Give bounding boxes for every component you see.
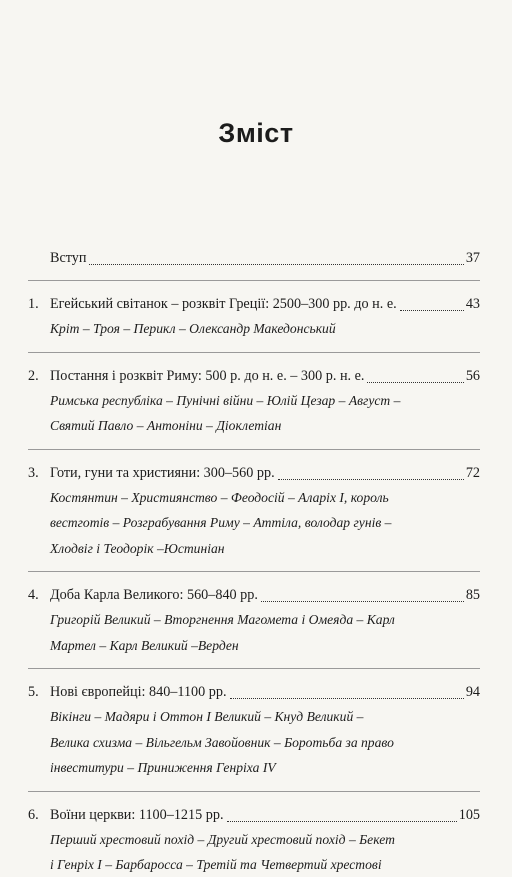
- chapter-title: Постання і розквіт Риму: 500 р. до н. е. – 300 р. н. е.: [50, 367, 365, 384]
- chapter-topics-line: Перший хрестовий похід – Другий хрестовий похід – Бекет: [50, 831, 395, 847]
- entry-divider: [28, 352, 480, 353]
- toc-entry-heading: [28, 681, 480, 703]
- toc-entry: [28, 804, 480, 877]
- chapter-number: 4.: [28, 587, 39, 603]
- toc-entry-heading: [28, 804, 480, 826]
- entry-divider: [28, 449, 480, 450]
- dot-leader: [89, 264, 463, 265]
- toc-entry: [28, 247, 480, 269]
- chapter-number: 3.: [28, 464, 39, 481]
- chapter-title: Доба Карла Великого: 560–840 рр.: [50, 587, 258, 603]
- chapter-title: Егейський світанок – розквіт Греції: 2500–300 рр. до н. е.: [50, 296, 397, 312]
- dot-leader: [261, 601, 464, 602]
- chapter-topics-line: Вікінги – Мадяри і Оттон І Великий – Кнуд Великий –: [50, 709, 364, 724]
- chapter-number: 1.: [28, 296, 39, 312]
- toc-entry: [28, 462, 480, 561]
- chapter-topics-line: Святий Павло – Антоніни – Діоклетіан: [50, 418, 282, 433]
- chapter-topics-line: і Генріх І – Барбаросса – Третій та Четвертий хрестові: [50, 857, 382, 872]
- chapter-topics-line: інвеститури – Приниження Генріха IV: [50, 760, 276, 775]
- page-number: 72: [465, 464, 480, 481]
- page-number: 37: [465, 250, 480, 266]
- chapter-topics-line: Григорій Великий – Вторгнення Магомета і Омеяда – Карл: [50, 612, 395, 627]
- chapter-title: Воїни церкви: 1100–1215 рр.: [50, 806, 224, 823]
- dot-leader: [400, 310, 464, 311]
- toc-entry-heading: [28, 365, 480, 387]
- dot-leader: [230, 698, 464, 699]
- chapter-topics-line: Хлодвіг і Теодорік –Юстиніан: [50, 540, 225, 556]
- entry-divider: [28, 668, 480, 669]
- chapter-title: Готи, гуни та християни: 300–560 рр.: [50, 464, 275, 481]
- dot-leader: [367, 382, 463, 383]
- page-number: 85: [465, 587, 480, 603]
- chapter-title: Вступ: [50, 250, 87, 266]
- chapter-number: 6.: [28, 806, 39, 823]
- page-number: 94: [465, 684, 480, 700]
- entry-divider: [28, 280, 480, 281]
- toc-entry: [28, 681, 480, 780]
- chapter-topics-line: Велика схизма – Вільгельм Завойовник – Боротьба за право: [50, 734, 394, 750]
- chapter-topics-line: вестготів – Розграбування Риму – Аттіла, володар гунів –: [50, 515, 392, 530]
- chapter-number: 2.: [28, 367, 39, 384]
- toc-entry-heading: [28, 293, 480, 315]
- dot-leader: [227, 821, 457, 822]
- toc-entry-heading: [28, 247, 480, 269]
- toc-entry-heading: [28, 584, 480, 606]
- table-of-contents: [28, 247, 480, 877]
- entry-divider: [28, 791, 480, 792]
- chapter-title: Нові європейці: 840–1100 рр.: [50, 684, 227, 700]
- page-number: 56: [465, 367, 480, 384]
- dot-leader: [278, 479, 464, 480]
- chapter-topics-line: Мартел – Карл Великий –Верден: [50, 637, 239, 653]
- chapter-topics-line: Костянтин – Християнство – Феодосій – Аларіх І, король: [50, 489, 389, 505]
- chapter-topics-line: Кріт – Троя – Перикл – Олександр Македонський: [50, 321, 336, 336]
- toc-entry: [28, 365, 480, 438]
- chapter-topics-line: Римська республіка – Пунічні війни – Юлій Цезар – Август –: [50, 392, 401, 408]
- toc-entry: [28, 584, 480, 657]
- entry-divider: [28, 571, 480, 572]
- chapter-number: 5.: [28, 684, 39, 700]
- toc-entry: [28, 293, 480, 341]
- toc-entry-heading: [28, 462, 480, 484]
- page-number: 43: [465, 296, 480, 312]
- page-title: Зміст: [218, 118, 294, 148]
- page-number: 105: [458, 806, 480, 823]
